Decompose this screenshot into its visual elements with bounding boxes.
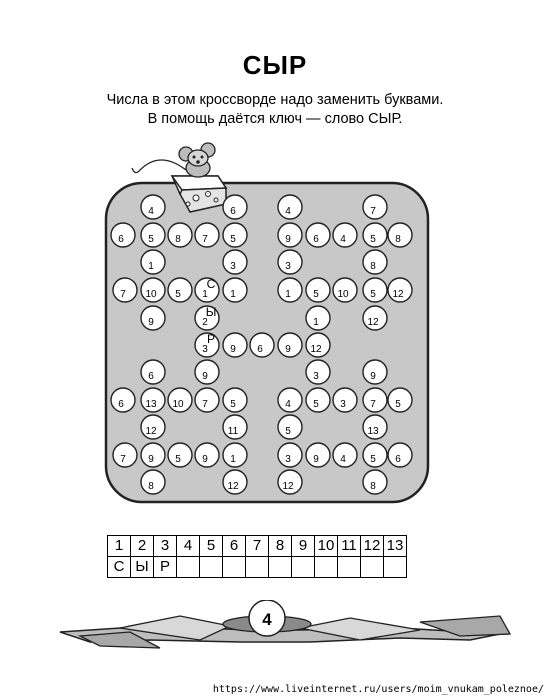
key-number-cell: 3 bbox=[154, 536, 177, 557]
page-number: 4 bbox=[262, 610, 272, 629]
cell-number: 4 bbox=[148, 206, 154, 217]
cell-number: 3 bbox=[313, 371, 319, 382]
cell-number: 10 bbox=[172, 399, 184, 410]
cell-number: 9 bbox=[370, 371, 376, 382]
cell-number: 4 bbox=[285, 399, 291, 410]
cell-number: 12 bbox=[282, 481, 294, 492]
crossword-cell[interactable] bbox=[195, 360, 219, 384]
key-letter-cell[interactable]: С bbox=[108, 557, 131, 578]
instruction-line-1: Числа в этом кроссворде надо заменить буквами. bbox=[106, 92, 444, 108]
cell-number: 5 bbox=[175, 289, 181, 300]
cell-number: 3 bbox=[340, 399, 346, 410]
crossword-cell[interactable] bbox=[363, 443, 387, 467]
page-footer-ornament bbox=[0, 600, 550, 680]
cell-number: 5 bbox=[370, 454, 376, 465]
page-title: СЫР bbox=[242, 50, 308, 80]
cell-number: 9 bbox=[202, 371, 208, 382]
crossword-cell[interactable] bbox=[333, 443, 357, 467]
crossword-cell[interactable] bbox=[278, 470, 302, 494]
key-number-cell: 11 bbox=[338, 536, 361, 557]
cell-number: 2 bbox=[202, 317, 208, 328]
cell-number: 5 bbox=[370, 289, 376, 300]
crossword-cell[interactable] bbox=[113, 278, 137, 302]
crossword-cell[interactable] bbox=[306, 223, 330, 247]
cell-number: 8 bbox=[395, 234, 401, 245]
crossword-cell[interactable] bbox=[113, 443, 137, 467]
crossword-cell[interactable] bbox=[388, 443, 412, 467]
crossword-cell[interactable] bbox=[223, 333, 247, 357]
cell-number: 1 bbox=[313, 317, 319, 328]
crossword-cell[interactable] bbox=[363, 223, 387, 247]
cell-number: 1 bbox=[202, 289, 208, 300]
key-letter-cell[interactable] bbox=[315, 557, 338, 578]
crossword-cell[interactable] bbox=[363, 388, 387, 412]
cell-number: 6 bbox=[395, 454, 401, 465]
cell-number: 4 bbox=[340, 234, 346, 245]
key-letter-cell[interactable] bbox=[200, 557, 223, 578]
crossword-cell[interactable] bbox=[278, 223, 302, 247]
key-number-cell: 6 bbox=[223, 536, 246, 557]
crossword-cell[interactable] bbox=[223, 223, 247, 247]
cell-number: 8 bbox=[370, 481, 376, 492]
key-number-cell: 9 bbox=[292, 536, 315, 557]
cell-number: 9 bbox=[202, 454, 208, 465]
cell-number: 3 bbox=[285, 261, 291, 272]
cell-number: 1 bbox=[148, 261, 154, 272]
crossword-cell[interactable] bbox=[141, 415, 165, 439]
cell-number: 4 bbox=[340, 454, 346, 465]
crossword-cell[interactable] bbox=[306, 388, 330, 412]
crossword-cell[interactable] bbox=[363, 278, 387, 302]
key-number-cell: 2 bbox=[131, 536, 154, 557]
cell-number: 7 bbox=[120, 289, 126, 300]
cell-number: 5 bbox=[313, 289, 319, 300]
cell-number: 3 bbox=[285, 454, 291, 465]
crossword-cell[interactable] bbox=[141, 278, 165, 302]
crossword-cell[interactable] bbox=[141, 470, 165, 494]
crossword-cell[interactable] bbox=[141, 250, 165, 274]
cell-number: 7 bbox=[370, 206, 376, 217]
cell-number: 7 bbox=[120, 454, 126, 465]
key-number-cell: 8 bbox=[269, 536, 292, 557]
crossword-cell[interactable] bbox=[195, 332, 219, 357]
key-letter-cell[interactable]: Р bbox=[154, 557, 177, 578]
crossword-cell[interactable] bbox=[388, 278, 412, 302]
key-letter-cell[interactable] bbox=[384, 557, 407, 578]
cell-number: 3 bbox=[230, 261, 236, 272]
crossword-cell[interactable] bbox=[223, 250, 247, 274]
source-url: https://www.liveinternet.ru/users/moim_vnukam_poleznoe/ bbox=[212, 684, 544, 695]
crossword-cell[interactable] bbox=[195, 223, 219, 247]
crossword-cell[interactable] bbox=[141, 360, 165, 384]
crossword-cell[interactable] bbox=[168, 223, 192, 247]
cell-number: 7 bbox=[370, 399, 376, 410]
key-letter-cell[interactable] bbox=[292, 557, 315, 578]
key-letter-cell[interactable]: Ы bbox=[131, 557, 154, 578]
crossword-cell[interactable] bbox=[306, 360, 330, 384]
crossword-cell[interactable] bbox=[141, 195, 165, 219]
crossword-cell[interactable] bbox=[306, 333, 330, 357]
crossword-cell[interactable] bbox=[111, 223, 135, 247]
key-letter-cell[interactable] bbox=[223, 557, 246, 578]
cell-number: 8 bbox=[370, 261, 376, 272]
crossword-cell[interactable] bbox=[195, 443, 219, 467]
crossword-cell[interactable] bbox=[168, 443, 192, 467]
cell-letter: Ы bbox=[205, 305, 217, 319]
crossword-cell[interactable] bbox=[363, 306, 387, 330]
cell-number: 9 bbox=[148, 317, 154, 328]
cell-number: 5 bbox=[370, 234, 376, 245]
crossword-cell[interactable] bbox=[363, 250, 387, 274]
cell-number: 8 bbox=[175, 234, 181, 245]
crossword-cell[interactable] bbox=[278, 443, 302, 467]
cell-number: 12 bbox=[392, 289, 404, 300]
cell-number: 1 bbox=[230, 454, 236, 465]
cell-number: 1 bbox=[230, 289, 236, 300]
crossword-cell[interactable] bbox=[111, 388, 135, 412]
crossword-cell[interactable] bbox=[363, 360, 387, 384]
key-letter-cell[interactable] bbox=[338, 557, 361, 578]
crossword-cell[interactable] bbox=[141, 306, 165, 330]
crossword-cell[interactable] bbox=[306, 278, 330, 302]
crossword-cell[interactable] bbox=[363, 195, 387, 219]
crossword-cell[interactable] bbox=[278, 195, 302, 219]
cell-number: 6 bbox=[148, 371, 154, 382]
cell-number: 9 bbox=[313, 454, 319, 465]
cell-number: 5 bbox=[230, 234, 236, 245]
crossword-cell[interactable] bbox=[141, 388, 165, 412]
key-letter-cell[interactable] bbox=[177, 557, 200, 578]
crossword-cell[interactable] bbox=[195, 277, 219, 302]
cell-number: 3 bbox=[202, 344, 208, 355]
key-number-cell: 10 bbox=[315, 536, 338, 557]
cell-number: 12 bbox=[310, 344, 322, 355]
crossword-cell[interactable] bbox=[388, 388, 412, 412]
cell-number: 10 bbox=[337, 289, 349, 300]
cell-number: 10 bbox=[145, 289, 157, 300]
cell-number: 5 bbox=[230, 399, 236, 410]
key-number-cell: 5 bbox=[200, 536, 223, 557]
cell-number: 13 bbox=[367, 426, 379, 437]
crossword-cell[interactable] bbox=[195, 388, 219, 412]
crossword-cell[interactable] bbox=[388, 223, 412, 247]
crossword-cell[interactable] bbox=[223, 470, 247, 494]
key-number-cell: 4 bbox=[177, 536, 200, 557]
key-numbers-row bbox=[108, 536, 407, 557]
cell-number: 7 bbox=[202, 399, 208, 410]
key-number-cell: 1 bbox=[108, 536, 131, 557]
crossword-cell[interactable] bbox=[168, 388, 192, 412]
crossword-cell[interactable] bbox=[223, 278, 247, 302]
crossword-cell[interactable] bbox=[250, 333, 274, 357]
crossword-cell[interactable] bbox=[363, 415, 387, 439]
crossword-cell[interactable] bbox=[223, 443, 247, 467]
cell-number: 1 bbox=[285, 289, 291, 300]
cell-number: 5 bbox=[175, 454, 181, 465]
cell-number: 8 bbox=[148, 481, 154, 492]
crossword-cell[interactable] bbox=[278, 250, 302, 274]
cell-number: 9 bbox=[285, 234, 291, 245]
cell-number: 13 bbox=[145, 399, 157, 410]
key-number-cell: 7 bbox=[246, 536, 269, 557]
crossword-cell[interactable] bbox=[168, 278, 192, 302]
key-letters-row bbox=[108, 557, 407, 578]
cell-number: 6 bbox=[257, 344, 263, 355]
cell-number: 9 bbox=[285, 344, 291, 355]
crossword-cell[interactable] bbox=[223, 388, 247, 412]
cell-number: 7 bbox=[202, 234, 208, 245]
crossword-cell[interactable] bbox=[141, 223, 165, 247]
crossword-cell[interactable] bbox=[278, 388, 302, 412]
crossword-cell[interactable] bbox=[333, 223, 357, 247]
cell-number: 9 bbox=[230, 344, 236, 355]
crossword-cell[interactable] bbox=[278, 333, 302, 357]
cell-letter: Р bbox=[206, 332, 216, 346]
cell-number: 9 bbox=[148, 454, 154, 465]
crossword-cell[interactable] bbox=[363, 470, 387, 494]
cell-number: 11 bbox=[227, 426, 239, 437]
cell-number: 4 bbox=[285, 206, 291, 217]
key-number-cell: 12 bbox=[361, 536, 384, 557]
crossword-cell[interactable] bbox=[223, 195, 247, 219]
key-letter-cell[interactable] bbox=[269, 557, 292, 578]
cell-number: 6 bbox=[313, 234, 319, 245]
crossword-cell[interactable] bbox=[278, 278, 302, 302]
crossword-cell[interactable] bbox=[333, 388, 357, 412]
crossword-cell[interactable] bbox=[306, 443, 330, 467]
cell-number: 6 bbox=[230, 206, 236, 217]
crossword-cell[interactable] bbox=[333, 278, 357, 302]
crossword-cell[interactable] bbox=[306, 306, 330, 330]
cell-number: 5 bbox=[285, 426, 291, 437]
crossword-cell[interactable] bbox=[195, 305, 219, 330]
crossword-cell[interactable] bbox=[278, 415, 302, 439]
crossword-cell[interactable] bbox=[141, 443, 165, 467]
key-table bbox=[107, 535, 407, 578]
key-letter-cell[interactable] bbox=[361, 557, 384, 578]
cell-number: 5 bbox=[395, 399, 401, 410]
cell-number: 5 bbox=[313, 399, 319, 410]
cell-number: 6 bbox=[118, 399, 124, 410]
cell-number: 6 bbox=[118, 234, 124, 245]
cell-number: 5 bbox=[148, 234, 154, 245]
instruction-line-2: В помощь даётся ключ — слово СЫР. bbox=[147, 111, 403, 127]
key-number-cell: 13 bbox=[384, 536, 407, 557]
cell-number: 12 bbox=[145, 426, 157, 437]
crossword-cell[interactable] bbox=[223, 415, 247, 439]
cell-letter: С bbox=[206, 277, 216, 291]
cell-number: 12 bbox=[227, 481, 239, 492]
cell-number: 12 bbox=[367, 317, 379, 328]
key-letter-cell[interactable] bbox=[246, 557, 269, 578]
